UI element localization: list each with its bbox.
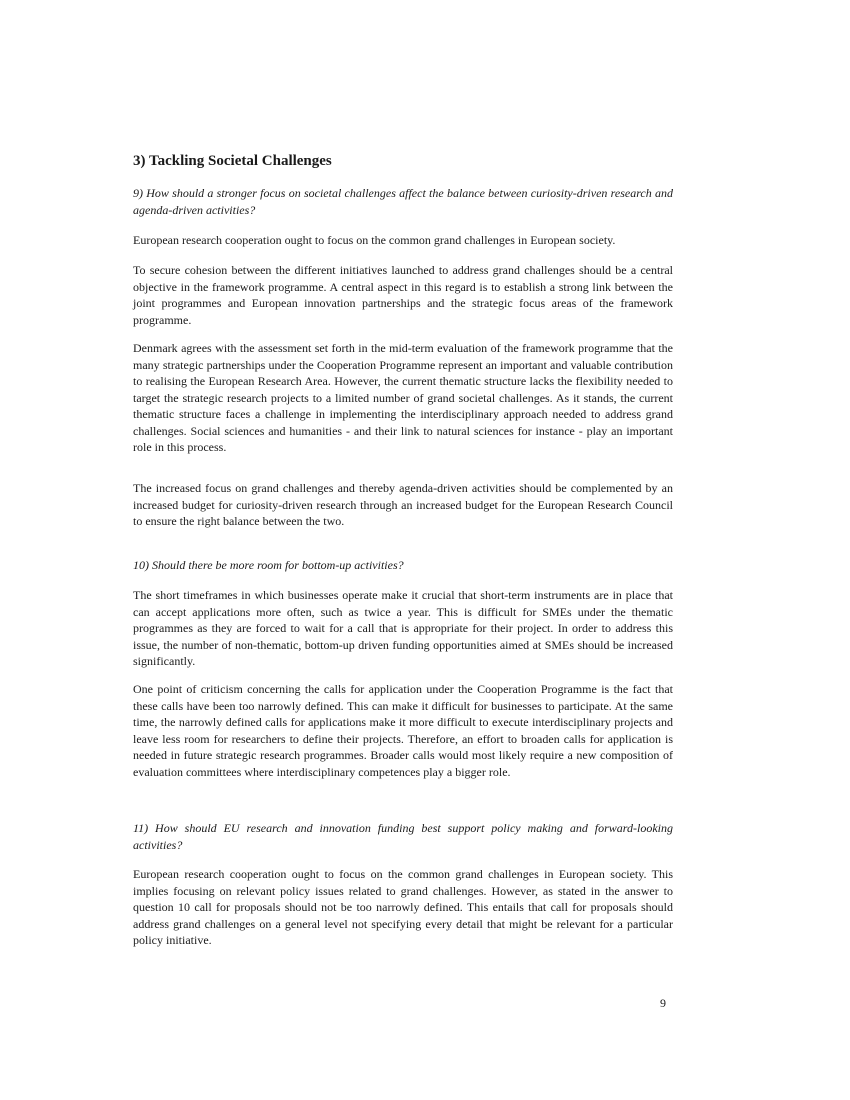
- question-11: 11) How should EU research and innovation funding best support policy making and forward-looking activities?: [133, 821, 673, 852]
- q11-paragraph-1: European research cooperation ought to focus on the common grand challenges in European society. This implies focusing on relevant policy issues related to grand challenges. However, as stated in the answer to question 10 call for proposals should not be too narrowly defined. This entails that call for proposals should address grand challenges on a general level not specifying every detail that might be relevant for a particular policy initiative.: [133, 867, 673, 947]
- q9-paragraph-2: To secure cohesion between the different initiatives launched to address grand challenges should be a central objective in the framework programme. A central aspect in this regard is to establish a strong link between the joint programmes and European innovation partnerships and the strategic focus areas of the framework programme.: [133, 263, 673, 327]
- question-10: 10) Should there be more room for bottom-up activities?: [133, 558, 404, 572]
- q9-paragraph-4: The increased focus on grand challenges and thereby agenda-driven activities should be complemented by an increased budget for curiosity-driven research through an increased budget for the European Research Council to ensure the right balance between the two.: [133, 481, 673, 528]
- q10-paragraph-1: The short timeframes in which businesses operate make it crucial that short-term instruments are in place that can accept applications more often, such as twice a year. This is difficult for SMEs under the thematic programmes as they are forced to wait for a call that is appropriate for their project. In order to address this issue, the number of non-thematic, bottom-up driven funding opportunities aimed at SMEs should be increased significantly.: [133, 588, 673, 668]
- q10-paragraph-2: One point of criticism concerning the calls for application under the Cooperation Programme is the fact that these calls have been too narrowly defined. This can make it difficult for businesses to participate. At the same time, the narrowly defined calls for applications make it more difficult to execute interdisciplinary projects and leave less room for researchers to define their projects. Therefore, an effort to broaden calls for application is needed in future strategic research programmes. Broader calls would most likely require a new composition of evaluation committees where interdisciplinary competences play a bigger role.: [133, 682, 673, 779]
- q9-paragraph-3: Denmark agrees with the assessment set forth in the mid-term evaluation of the framework programme that the many strategic partnerships under the Cooperation Programme represent an important and valuable contribution to realising the European Research Area. However, the current thematic structure lacks the flexibility needed to target the strategic research projects to a limited number of grand societal challenges. As it stands, the current thematic structure faces a challenge in implementing the interdisciplinary approach needed to address grand challenges. Social sciences and humanities - and their link to natural sciences for instance - play an important role in this process.: [133, 341, 673, 454]
- question-9: 9) How should a stronger focus on societal challenges affect the balance between curiosity-driven research and agenda-driven activities?: [133, 186, 673, 217]
- q9-paragraph-1: European research cooperation ought to focus on the common grand challenges in European society.: [133, 233, 616, 247]
- page-number: 9: [660, 996, 666, 1010]
- section-heading: 3) Tackling Societal Challenges: [133, 153, 332, 169]
